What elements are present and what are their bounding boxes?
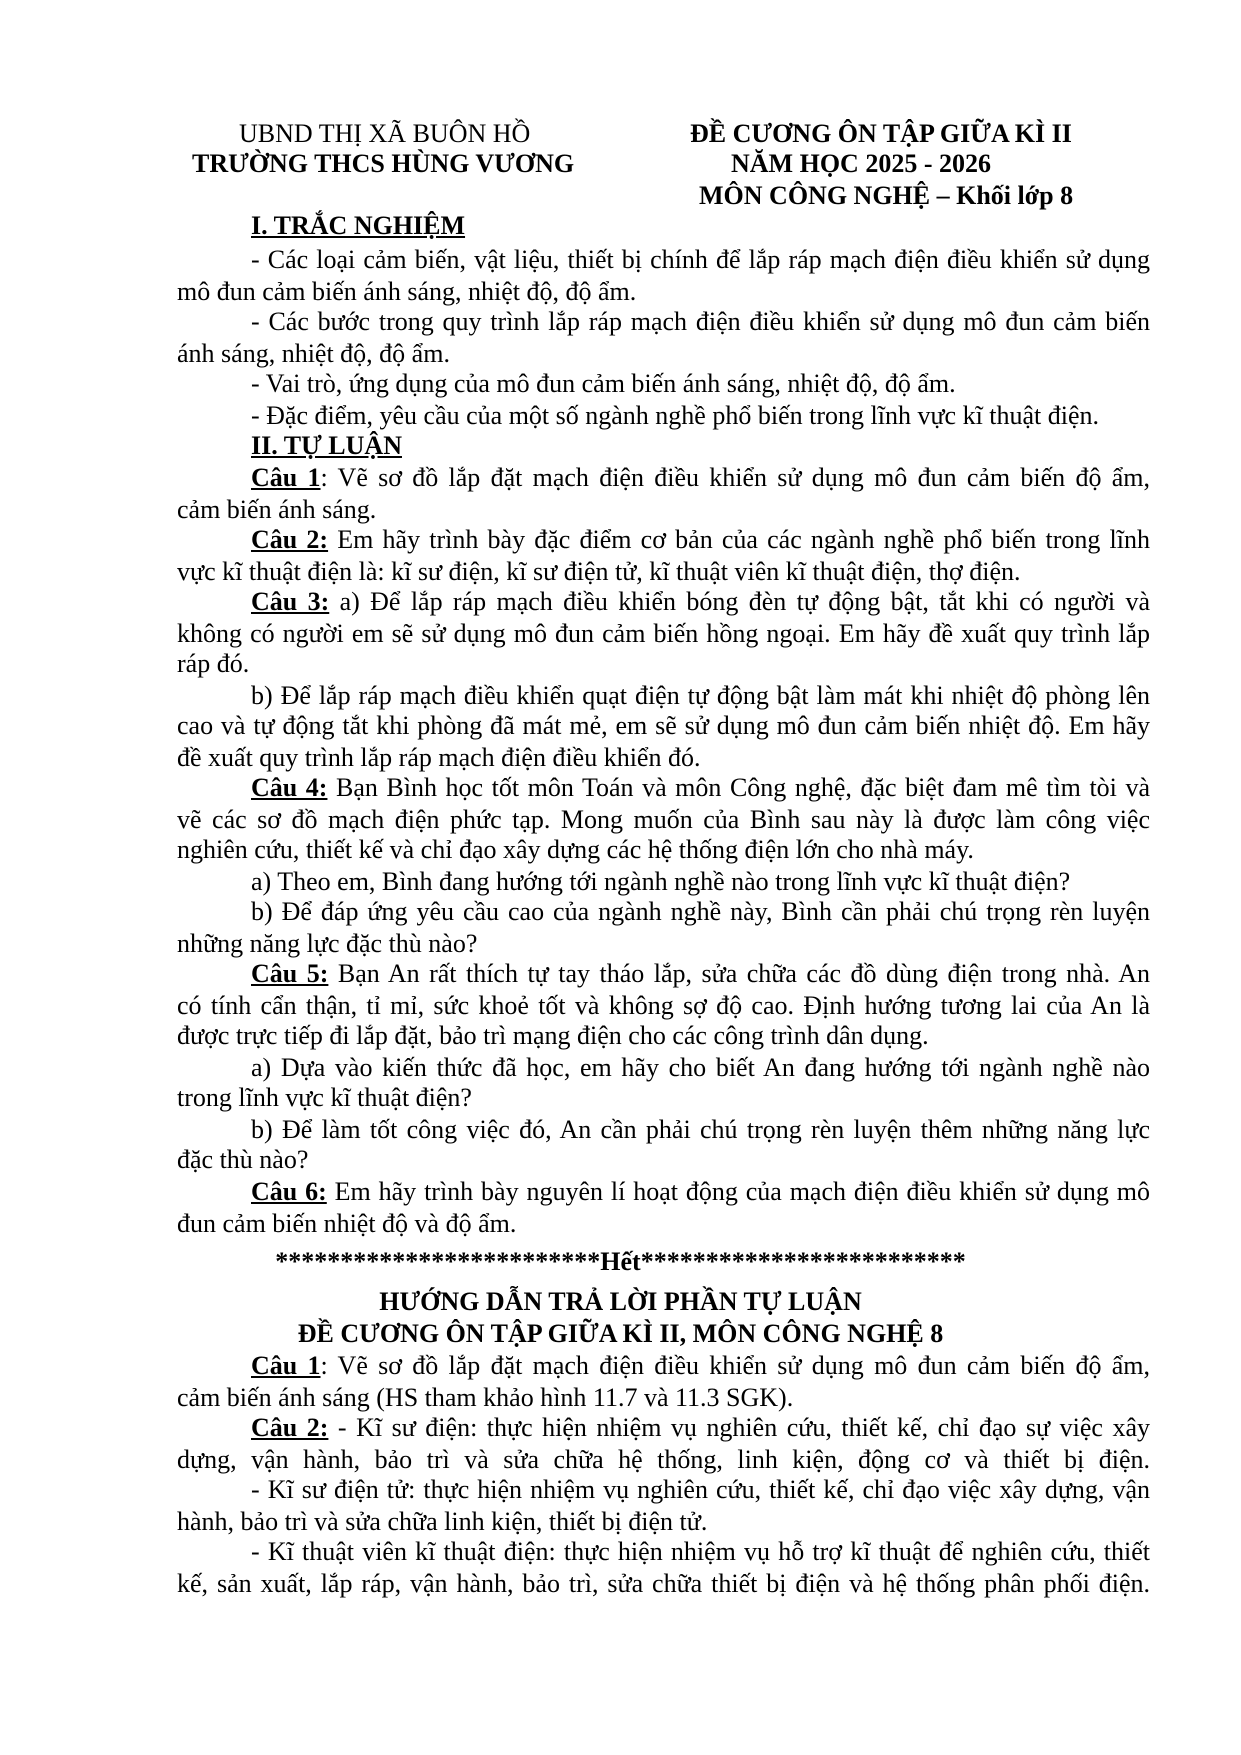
answer-text: - Kĩ sư điện tử: thực hiện nhiệm vụ nghiên cứu, thiết kế, chỉ đạo việc xây dựng, vận [251, 1475, 1150, 1504]
question-text: đề xuất quy trình lắp ráp mạch điện điều khiển đó. [177, 743, 701, 772]
answer-label: Câu 2: [251, 1413, 329, 1442]
document-title: ĐỀ CƯƠNG ÔN TẬP GIỮA KÌ II [690, 119, 1072, 148]
question-text: nghiên cứu, thiết kế và chỉ đạo xây dựng các hệ thống điện lớn cho nhà máy. [177, 835, 974, 864]
question-text: a) Theo em, Bình đang hướng tới ngành nghề nào trong lĩnh vực kĩ thuật điện? [251, 867, 1071, 896]
question-text: a) Để lắp ráp mạch điều khiển bóng đèn tự động bật, tắt khi có người và [329, 587, 1150, 616]
school-year: NĂM HỌC 2025 - 2026 [731, 149, 991, 178]
question-text: Em hãy trình bày nguyên lí hoạt động của mạch điện điều khiển sử dụng mô [326, 1177, 1150, 1206]
answer-text: - Kĩ sư điện: thực hiện nhiệm vụ nghiên cứu, thiết kế, chỉ đạo sự việc xây [328, 1413, 1150, 1442]
topic-line: mô đun cảm biến ánh sáng, nhiệt độ, độ ẩm. [177, 277, 637, 306]
question-label: Câu 4: [251, 773, 328, 802]
question-label: Câu 2: [251, 525, 329, 554]
topic-line: - Đặc điểm, yêu cầu của một số ngành nghề phổ biến trong lĩnh vực kĩ thuật điện. [251, 401, 1100, 430]
answer-text: - Kĩ thuật viên kĩ thuật điện: thực hiện nhiệm vụ hỗ trợ kĩ thuật để nghiên cứu, thiết [251, 1537, 1150, 1566]
topic-line: - Vai trò, ứng dụng của mô đun cảm biến ánh sáng, nhiệt độ, độ ẩm. [251, 369, 956, 398]
answer-label: Câu 1 [251, 1351, 321, 1380]
department-name: UBND THỊ XÃ BUÔN HỒ [239, 119, 531, 148]
answer-text: cảm biến ánh sáng (HS tham khảo hình 11.7 và 11.3 SGK). [177, 1383, 794, 1412]
question-label: Câu 5: [251, 959, 329, 988]
question-text: đun cảm biến nhiệt độ và độ ẩm. [177, 1209, 517, 1238]
subject-line: MÔN CÔNG NGHỆ – Khối lớp 8 [699, 181, 1074, 210]
question-text: vẽ các sơ đồ mạch điện phức tạp. Mong muốn của Bình sau này là được làm công việc [177, 805, 1150, 834]
question-text: Em hãy trình bày đặc điểm cơ bản của các ngành nghề phổ biến trong lĩnh [328, 525, 1150, 554]
question-1 [251, 462, 1150, 494]
question-text: b) Để làm tốt công việc đó, An cần phải chú trọng rèn luyện thêm những năng lực [251, 1115, 1150, 1144]
question-text: : Vẽ sơ đồ lắp đặt mạch điện điều khiển sử dụng mô đun cảm biến độ ẩm, [320, 463, 1150, 492]
question-label: Câu 6: [251, 1177, 327, 1206]
topic-line: - Các loại cảm biến, vật liệu, thiết bị chính để lắp ráp mạch điện điều khiển sử dụng [251, 245, 1150, 274]
answer-1 [251, 1350, 1150, 1382]
question-3 [251, 586, 1150, 618]
question-text: cảm biến ánh sáng. [177, 495, 377, 524]
question-text: trong lĩnh vực kĩ thuật điện? [177, 1083, 472, 1112]
answer-text: hành, bảo trì và sửa chữa linh kiện, thiết bị điện tử. [177, 1507, 708, 1536]
end-divider: *************************Hết************************* [275, 1247, 966, 1276]
topic-line: ánh sáng, nhiệt độ, độ ẩm. [177, 339, 450, 368]
answer-text: dựng, vận hành, bảo trì và sửa chữa hệ thống, linh kiện, động cơ và thiết bị điện. [177, 1445, 1150, 1474]
question-text: được trực tiếp đi lắp đặt, bảo trì mạng điện cho các công trình dân dụng. [177, 1021, 929, 1050]
question-6 [251, 1176, 1150, 1208]
question-text: không có người em sẽ sử dụng mô đun cảm biến hồng ngoại. Em hãy đề xuất quy trình lắp [177, 619, 1150, 648]
topic-line: - Các bước trong quy trình lắp ráp mạch điện điều khiển sử dụng mô đun cảm biến [251, 307, 1150, 336]
school-name: TRƯỜNG THCS HÙNG VƯƠNG [192, 149, 575, 178]
question-5 [251, 958, 1150, 990]
question-text: đặc thù nào? [177, 1145, 309, 1174]
section-heading-essay: II. TỰ LUẬN [251, 431, 402, 460]
guide-title: HƯỚNG DẪN TRẢ LỜI PHẦN TỰ LUẬN [379, 1287, 862, 1316]
section-heading-multiple-choice: I. TRẮC NGHIỆM [251, 211, 466, 240]
question-text: Bạn An rất thích tự tay tháo lắp, sửa chữa các đồ dùng điện trong nhà. An [328, 959, 1150, 988]
question-text: b) Để lắp ráp mạch điều khiển quạt điện tự động bật làm mát khi nhiệt độ phòng lên [251, 681, 1150, 710]
question-text: ráp đó. [177, 649, 250, 678]
question-2 [251, 524, 1150, 556]
question-text: cao và tự động tắt khi phòng đã mát mẻ, em sẽ sử dụng mô đun cảm biến nhiệt độ. Em hãy [177, 711, 1150, 740]
question-text: những năng lực đặc thù nào? [177, 929, 478, 958]
answer-text: kế, sản xuất, lắp ráp, vận hành, bảo trì, sửa chữa thiết bị điện và hệ thống phân phối điện. [177, 1569, 1150, 1598]
question-text: có tính cẩn thận, tỉ mỉ, sức khoẻ tốt và không sợ độ cao. Định hướng tương lai của An là [177, 991, 1150, 1020]
question-label: Câu 3: [251, 587, 330, 616]
question-text: vực kĩ thuật điện là: kĩ sư điện, kĩ sư điện tử, kĩ thuật viên kĩ thuật điện, thợ điện. [177, 557, 1021, 586]
guide-subtitle: ĐỀ CƯƠNG ÔN TẬP GIỮA KÌ II, MÔN CÔNG NGHỆ 8 [297, 1319, 944, 1348]
question-label: Câu 1 [251, 463, 321, 492]
question-text: b) Để đáp ứng yêu cầu cao của ngành nghề này, Bình cần phải chú trọng rèn luyện [251, 897, 1150, 926]
answer-2 [251, 1412, 1150, 1444]
question-text: Bạn Bình học tốt môn Toán và môn Công nghệ, đặc biệt đam mê tìm tòi và [327, 773, 1150, 802]
answer-text: : Vẽ sơ đồ lắp đặt mạch điện điều khiển sử dụng mô đun cảm biến độ ẩm, [320, 1351, 1150, 1380]
question-4 [251, 772, 1150, 804]
question-text: a) Dựa vào kiến thức đã học, em hãy cho biết An đang hướng tới ngành nghề nào [251, 1053, 1150, 1082]
